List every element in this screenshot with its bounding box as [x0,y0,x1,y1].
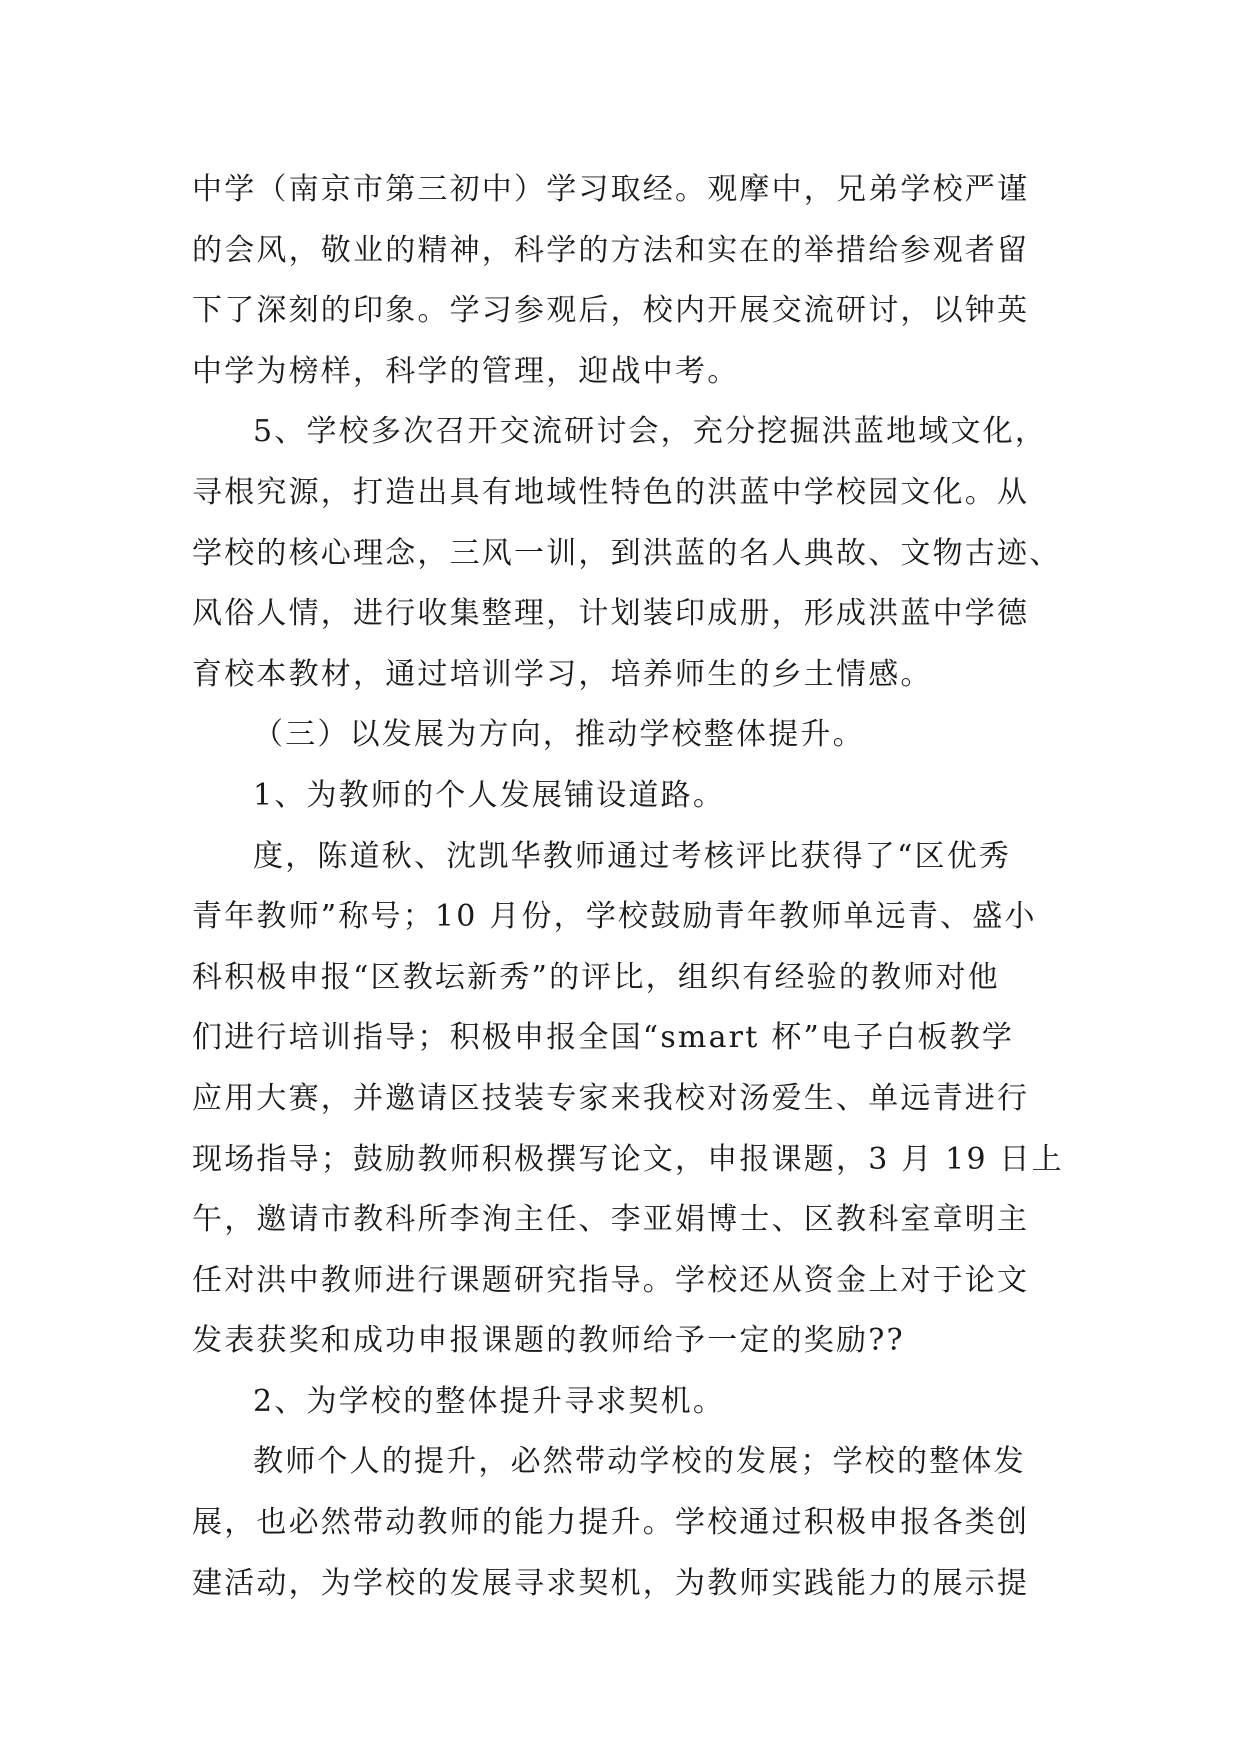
text-line: 任对洪中教师进行课题研究指导。学校还从资金上对于论文 [192,1262,1030,1298]
text-line: 下了深刻的印象。学习参观后，校内开展交流研讨，以钟英 [192,293,1030,329]
section-heading: （三）以发展为方向，推动学校整体提升。 [253,717,865,753]
text-line: 现场指导；鼓励教师积极撰写论文，申报课题，3 月 19 日上 [192,1141,1064,1177]
text-line: 发表获奖和成功申报课题的教师给予一定的奖励?? [192,1323,905,1359]
text-line: 学校的核心理念，三风一训，到洪蓝的名人典故、文物古迹、 [192,535,1062,571]
text-line: 青年教师”称号；10 月份，学校鼓励青年教师单远青、盛小 [192,899,1037,935]
text-line: 展，也必然带动教师的能力提升。学校通过积极申报各类创 [192,1505,1030,1541]
text-line: 中学为榜样，科学的管理，迎战中考。 [192,353,740,389]
text-line: 午，邀请市教科所李洵主任、李亚娟博士、区教科室章明主 [192,1202,1030,1238]
document-page [192,160,1064,1614]
text-line: 的会风，敬业的精神，科学的方法和实在的举措给参观者留 [192,232,1030,268]
text-line: 风俗人情，进行收集整理，计划装印成册，形成洪蓝中学德 [192,596,1030,632]
subsection-heading: 2、为学校的整体提升寻求契机。 [253,1383,726,1419]
text-line: 应用大赛，并邀请区技装专家来我校对汤爱生、单远青进行 [192,1080,1030,1116]
text-line: 科积极申报“区教坛新秀”的评比，组织有经验的教师对他 [192,959,1000,995]
text-line: 育校本教材，通过培训学习，培养师生的乡土情感。 [192,656,933,692]
paragraph-start: 度，陈道秋、沈凯华教师通过考核评比获得了“区优秀 [253,838,1012,874]
subsection-heading: 1、为教师的个人发展铺设道路。 [253,777,726,813]
text-line: 中学（南京市第三初中）学习取经。观摩中，兄弟学校严谨 [192,172,1030,207]
paragraph-start: 5、学校多次召开交流研讨会，充分挖掘洪蓝地域文化， [253,414,1048,450]
text-line: 寻根究源，打造出具有地域性特色的洪蓝中学校园文化。从 [192,474,1030,510]
text-line: 们进行培训指导；积极申报全国“smart 杯”电子白板教学 [192,1020,1015,1056]
text-line: 建活动，为学校的发展寻求契机，为教师实践能力的展示提 [192,1565,1030,1601]
paragraph-start: 教师个人的提升，必然带动学校的发展；学校的整体发 [253,1444,1026,1480]
